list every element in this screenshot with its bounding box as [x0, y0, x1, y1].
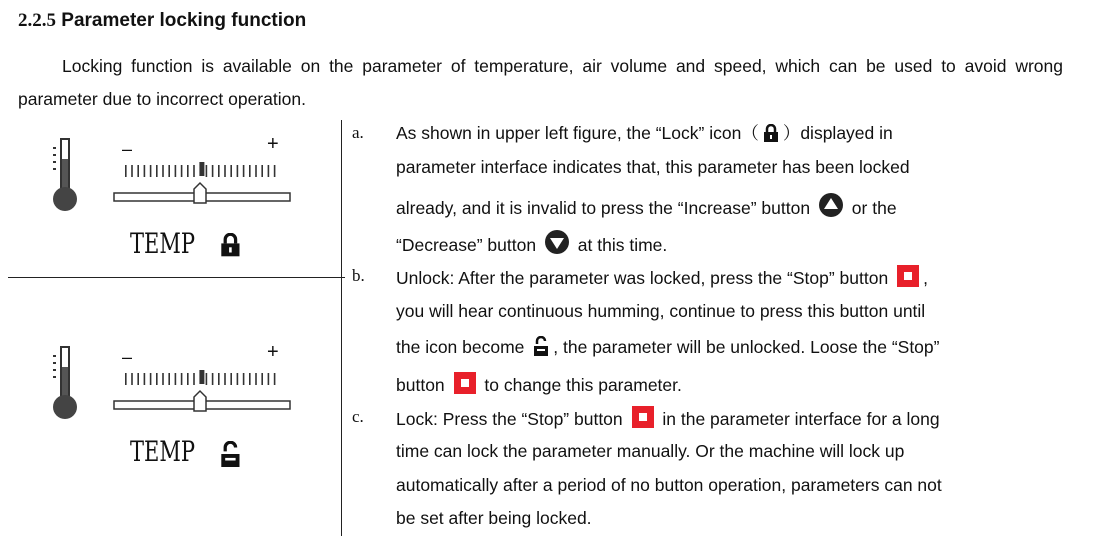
- item-line: [396, 474, 942, 496]
- item-line: [396, 406, 940, 433]
- column-divider: [341, 120, 342, 536]
- item-line: [396, 193, 897, 222]
- text: in the parameter interface for a long: [657, 409, 940, 429]
- scale-ticks: [125, 370, 275, 385]
- text: time can lock the parameter manually. Or the machine will lock up: [396, 441, 905, 461]
- temp-label: TEMP: [130, 227, 195, 260]
- item-line: [396, 300, 925, 322]
- unlock-icon: [533, 336, 549, 361]
- figure-divider: [8, 277, 345, 278]
- stop-icon: [454, 372, 476, 399]
- stop-icon: [632, 406, 654, 433]
- text: parameter interface indicates that, this parameter has been locked: [396, 157, 910, 177]
- unlock-icon: [220, 441, 241, 474]
- item-line: [396, 440, 904, 462]
- text: “Decrease” button: [396, 235, 541, 255]
- text: already, and it is invalid to press the “Increase” button: [396, 198, 815, 218]
- item-line: [396, 122, 893, 147]
- item-line: [396, 336, 939, 361]
- text: to change this parameter.: [479, 375, 682, 395]
- lock-icon: [220, 233, 241, 263]
- plus-label: +: [267, 341, 279, 363]
- temp-label: TEMP: [130, 435, 195, 468]
- increase-icon: [819, 193, 843, 222]
- item-line: [396, 372, 682, 399]
- slider-track: [114, 391, 290, 411]
- intro-paragraph: Locking function is available on the parameter of temperature, air volume and speed, which can be used to avoid wrong parameter due to incorrect operation.: [18, 56, 1063, 109]
- lcd-figure-unlocked: [40, 333, 310, 473]
- text: ）displayed in: [782, 123, 893, 143]
- minus-label: –: [122, 347, 133, 367]
- thermometer-icon: [53, 347, 77, 419]
- slider-track: [114, 183, 290, 203]
- stop-icon: [897, 265, 919, 292]
- decrease-icon: [545, 230, 569, 259]
- lcd-figure-locked: [40, 125, 310, 265]
- text: automatically after a period of no button operation, parameters can not: [396, 475, 942, 495]
- plus-label: +: [267, 133, 279, 155]
- text: ,: [923, 268, 928, 288]
- minus-label: –: [122, 139, 133, 159]
- text: Unlock: After the parameter was locked, press the “Stop” button: [396, 268, 894, 288]
- text: at this time.: [572, 235, 668, 255]
- text: Lock: Press the “Stop” button: [396, 409, 628, 429]
- item-line: [396, 507, 592, 529]
- item-line: [396, 230, 667, 259]
- section-heading: 2.2.5 Parameter locking function: [18, 10, 307, 31]
- text: or the: [846, 198, 897, 218]
- item-marker: c.: [352, 407, 364, 426]
- item-line: [396, 265, 928, 292]
- item-line: [396, 156, 910, 178]
- text: button: [396, 375, 450, 395]
- thermometer-icon: [53, 139, 77, 211]
- text: be set after being locked.: [396, 508, 592, 528]
- item-marker: b.: [352, 266, 365, 285]
- lock-icon: [763, 124, 779, 147]
- text: you will hear continuous humming, continue to press this button until: [396, 301, 926, 321]
- item-marker: a.: [352, 123, 364, 142]
- text: As shown in upper left figure, the “Lock” icon（: [396, 123, 759, 143]
- text: , the parameter will be unlocked. Loose the “Stop”: [553, 337, 940, 357]
- scale-ticks: [125, 162, 275, 177]
- text: the icon become: [396, 337, 530, 357]
